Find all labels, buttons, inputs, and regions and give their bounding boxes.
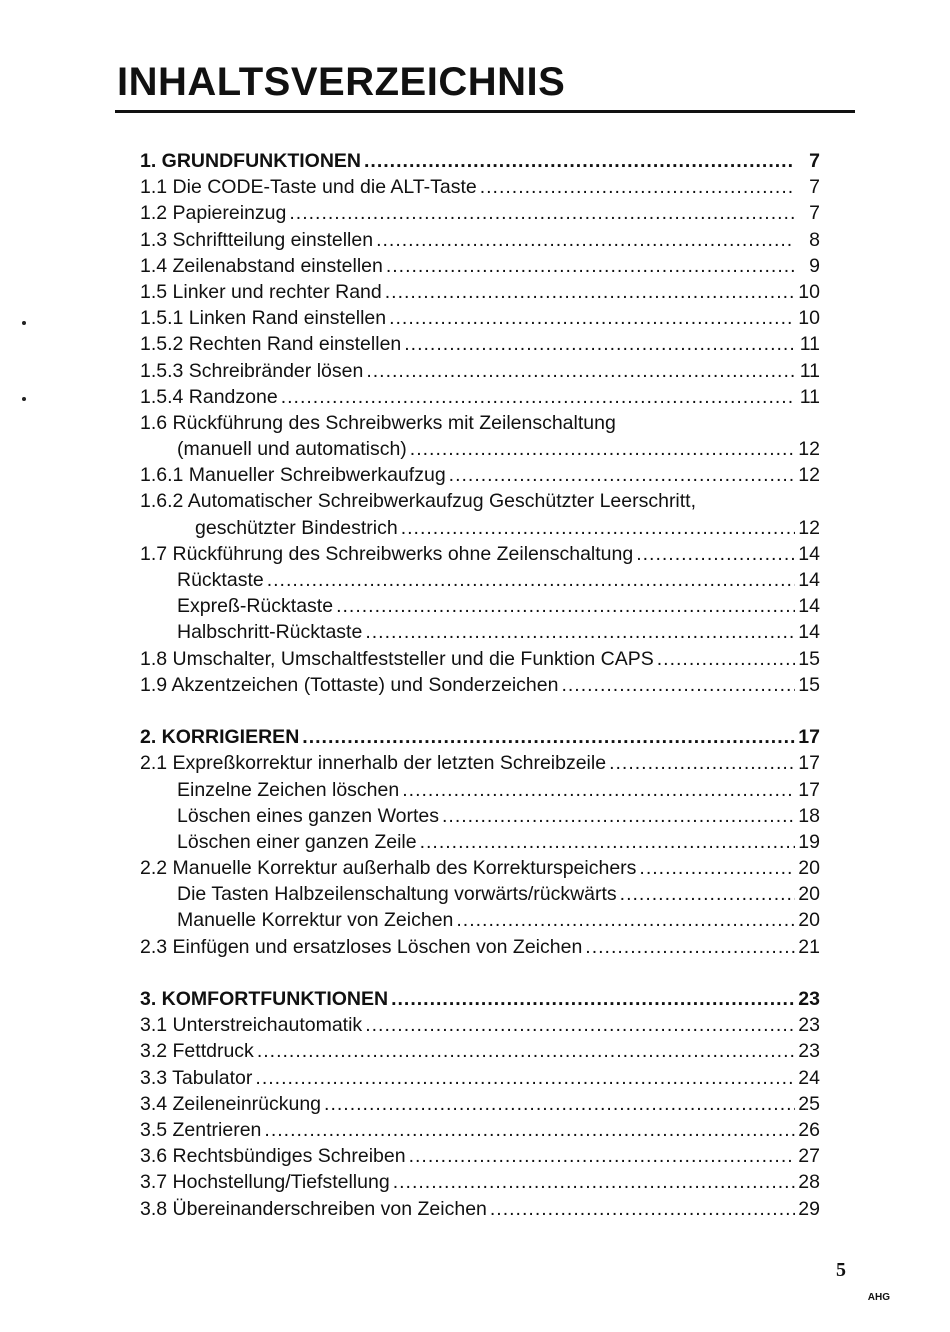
dot-leader — [376, 227, 795, 253]
toc-entry-label: Einzelne Zeichen löschen — [177, 778, 400, 801]
toc-entry-page: 28 — [798, 1171, 820, 1194]
toc-entry — [140, 1169, 820, 1195]
toc-entry — [140, 436, 820, 462]
title-underline — [115, 110, 855, 113]
toc-entry-page: 23 — [798, 988, 820, 1010]
dot-leader — [289, 200, 795, 226]
toc-entry-label: geschützter Bindestrich — [195, 516, 398, 539]
toc-entry-label: 3.4 Zeileneinrückung — [140, 1092, 322, 1115]
toc-entry-page: 17 — [798, 752, 820, 775]
toc-entry-page: 19 — [798, 830, 820, 853]
dot-leader — [257, 1038, 795, 1064]
toc-entry-label: 2.1 Expreßkorrektur innerhalb der letzten Schreibzeile — [140, 752, 607, 775]
dot-leader — [442, 803, 795, 829]
toc-entry — [140, 253, 820, 279]
dot-leader — [449, 462, 795, 488]
toc-entry — [140, 619, 820, 645]
toc-entry — [140, 1196, 820, 1222]
toc-entry-page: 27 — [798, 1145, 820, 1168]
toc-entry — [140, 358, 820, 384]
dot-leader — [393, 1169, 795, 1195]
dot-leader — [386, 253, 795, 279]
toc-entry — [140, 331, 820, 357]
toc-entry-page: 17 — [798, 778, 820, 801]
toc-entry-page: 26 — [798, 1118, 820, 1141]
dot-leader — [409, 1143, 795, 1169]
toc-entry — [140, 567, 820, 593]
toc-entry-label: 1.6.1 Manueller Schreibwerkaufzug — [140, 464, 446, 487]
toc-entry — [140, 881, 820, 907]
dot-leader — [364, 148, 795, 174]
dot-leader — [480, 174, 795, 200]
toc-entry-label: 1.6 Rückführung des Schreibwerks mit Zeilenschaltung — [140, 411, 616, 434]
dot-leader — [657, 646, 795, 672]
toc-entry-label: 1.5.4 Randzone — [140, 385, 278, 408]
toc-entry-label: 1.9 Akzentzeichen (Tottaste) und Sonderzeichen — [140, 673, 559, 696]
toc-entry-page: 11 — [799, 359, 820, 382]
dot-leader — [561, 672, 795, 698]
dot-leader — [302, 724, 795, 750]
toc-entry — [140, 1117, 820, 1143]
toc-entry-label: 1.6.2 Automatischer Schreibwerkaufzug Geschützter Leerschritt, — [140, 490, 697, 513]
toc-entry-label: 3.3 Tabulator — [140, 1066, 253, 1089]
toc-entry-page: 7 — [809, 176, 820, 199]
toc-entry — [140, 1038, 820, 1064]
toc-entry-label: 3. KOMFORTFUNKTIONEN — [140, 988, 389, 1010]
toc-entry — [140, 1012, 820, 1038]
toc-entry-page: 12 — [798, 438, 820, 461]
toc-entry-page: 25 — [798, 1092, 820, 1115]
table-of-contents — [140, 148, 820, 1222]
page-title: INHALTSVERZEICHNIS — [117, 60, 566, 104]
dot-leader — [281, 384, 795, 410]
dot-leader — [456, 907, 795, 933]
dot-leader — [255, 1065, 795, 1091]
dot-leader — [389, 305, 795, 331]
toc-entry-label: Expreß-Rücktaste — [177, 595, 334, 618]
page-number: 5 — [836, 1259, 846, 1281]
section-spacer — [140, 698, 820, 724]
toc-entry-label: 3.5 Zentrieren — [140, 1118, 262, 1141]
toc-entry — [140, 777, 820, 803]
toc-entry-page: 17 — [798, 726, 820, 749]
section-spacer — [140, 960, 820, 986]
toc-entry — [140, 541, 820, 567]
toc-section-heading — [140, 724, 820, 750]
toc-entry-label: Löschen einer ganzen Zeile — [177, 830, 417, 853]
toc-entry-label: 1.5.2 Rechten Rand einstellen — [140, 333, 402, 356]
toc-entry-label: (manuell und automatisch) — [177, 438, 407, 461]
toc-entry-page: 10 — [798, 307, 820, 330]
dot-leader — [620, 881, 795, 907]
toc-entry-page: 12 — [798, 516, 820, 539]
dot-leader — [365, 1012, 795, 1038]
toc-entry-label: 3.6 Rechtsbündiges Schreiben — [140, 1145, 406, 1168]
toc-entry-page: 10 — [798, 280, 820, 303]
toc-entry-label: 3.1 Unterstreichautomatik — [140, 1014, 363, 1037]
toc-entry-label: 1. GRUNDFUNKTIONEN — [140, 150, 362, 172]
toc-entry — [140, 593, 820, 619]
toc-entry-page: 23 — [798, 1014, 820, 1037]
toc-entry — [140, 1143, 820, 1169]
toc-entry — [140, 646, 820, 672]
toc-entry-label: Rücktaste — [177, 569, 264, 591]
toc-entry-label: 2.2 Manuelle Korrektur außerhalb des Korrekturspeichers — [140, 857, 637, 880]
toc-entry-page: 14 — [798, 621, 820, 644]
toc-entry-label: 2. KORRIGIEREN — [140, 726, 300, 749]
toc-entry-page: 9 — [809, 254, 820, 277]
toc-entry-label: 1.3 Schriftteilung einstellen — [140, 228, 374, 251]
toc-entry-page: 14 — [798, 569, 820, 591]
toc-entry — [140, 279, 820, 305]
dot-leader — [401, 515, 795, 541]
toc-entry — [140, 1065, 820, 1091]
toc-entry-page: 14 — [798, 595, 820, 618]
toc-entry-label: 2.3 Einfügen und ersatzloses Löschen von Zeichen — [140, 935, 583, 958]
toc-entry-page: 15 — [798, 673, 820, 696]
dot-leader — [609, 750, 795, 776]
toc-entry-page: 21 — [798, 935, 820, 958]
toc-entry — [140, 410, 820, 436]
dot-leader — [264, 1117, 795, 1143]
toc-entry — [140, 305, 820, 331]
toc-entry-label: 1.7 Rückführung des Schreibwerks ohne Zeilenschaltung — [140, 542, 634, 565]
toc-entry-page: 7 — [809, 202, 820, 225]
dot-leader — [366, 358, 795, 384]
toc-entry-label: 3.8 Übereinanderschreiben von Zeichen — [140, 1197, 487, 1220]
toc-entry-page: 11 — [799, 385, 820, 408]
dot-leader — [585, 934, 795, 960]
margin-mark — [22, 397, 26, 401]
toc-entry-page: 20 — [798, 883, 820, 906]
dot-leader — [324, 1091, 795, 1117]
toc-entry-label: Manuelle Korrektur von Zeichen — [177, 909, 454, 932]
toc-entry-label: 1.5.3 Schreibränder lösen — [140, 359, 364, 382]
toc-entry-page: 14 — [798, 542, 820, 565]
toc-entry-page: 7 — [809, 150, 820, 172]
toc-entry — [140, 200, 820, 226]
toc-entry-page: 24 — [798, 1066, 820, 1089]
toc-entry-label: Löschen eines ganzen Wortes — [177, 804, 439, 827]
toc-entry — [140, 1091, 820, 1117]
toc-entry-label: 1.4 Zeilenabstand einstellen — [140, 254, 383, 277]
toc-entry-page: 18 — [798, 804, 820, 827]
dot-leader — [410, 436, 795, 462]
dot-leader — [636, 541, 795, 567]
footer-code: AHG — [867, 1292, 890, 1303]
toc-entry-page: 29 — [798, 1197, 820, 1220]
toc-section-heading — [140, 986, 820, 1012]
toc-entry-page: 8 — [809, 228, 820, 251]
toc-entry-label: 1.5 Linker und rechter Rand — [140, 280, 382, 303]
toc-entry — [140, 934, 820, 960]
dot-leader — [402, 777, 795, 803]
toc-entry-label: 3.2 Fettdruck — [140, 1040, 254, 1063]
toc-entry — [140, 750, 820, 776]
dot-leader — [385, 279, 795, 305]
toc-entry-page: 11 — [799, 333, 820, 356]
dot-leader — [365, 619, 795, 645]
toc-entry-label: 1.8 Umschalter, Umschaltfeststeller und die Funktion CAPS — [140, 647, 654, 670]
toc-entry-page: 20 — [798, 857, 820, 880]
toc-entry — [140, 462, 820, 488]
dot-leader — [639, 855, 795, 881]
toc-entry-label: Die Tasten Halbzeilenschaltung vorwärts/rückwärts — [177, 883, 617, 906]
toc-entry — [140, 829, 820, 855]
toc-entry — [140, 488, 820, 514]
dot-leader — [267, 567, 795, 593]
margin-mark — [22, 321, 26, 325]
dot-leader — [490, 1196, 795, 1222]
toc-entry-page: 23 — [798, 1040, 820, 1063]
toc-entry-page: 12 — [798, 464, 820, 487]
toc-entry-label: 3.7 Hochstellung/Tiefstellung — [140, 1171, 390, 1194]
toc-entry-label: 1.5.1 Linken Rand einstellen — [140, 307, 387, 330]
toc-entry — [140, 174, 820, 200]
toc-entry-label: 1.1 Die CODE-Taste und die ALT-Taste — [140, 176, 477, 199]
toc-entry-label: Halbschritt-Rücktaste — [177, 621, 363, 644]
toc-entry-page: 20 — [798, 909, 820, 932]
toc-entry — [140, 855, 820, 881]
dot-leader — [420, 829, 795, 855]
dot-leader — [404, 331, 795, 357]
toc-entry — [140, 907, 820, 933]
toc-entry-page: 15 — [798, 647, 820, 670]
toc-entry — [140, 515, 820, 541]
toc-section-heading — [140, 148, 820, 174]
toc-entry-label: 1.2 Papiereinzug — [140, 202, 287, 225]
toc-entry — [140, 672, 820, 698]
dot-leader — [336, 593, 795, 619]
toc-entry — [140, 803, 820, 829]
dot-leader — [391, 986, 795, 1012]
toc-entry — [140, 227, 820, 253]
toc-entry — [140, 384, 820, 410]
